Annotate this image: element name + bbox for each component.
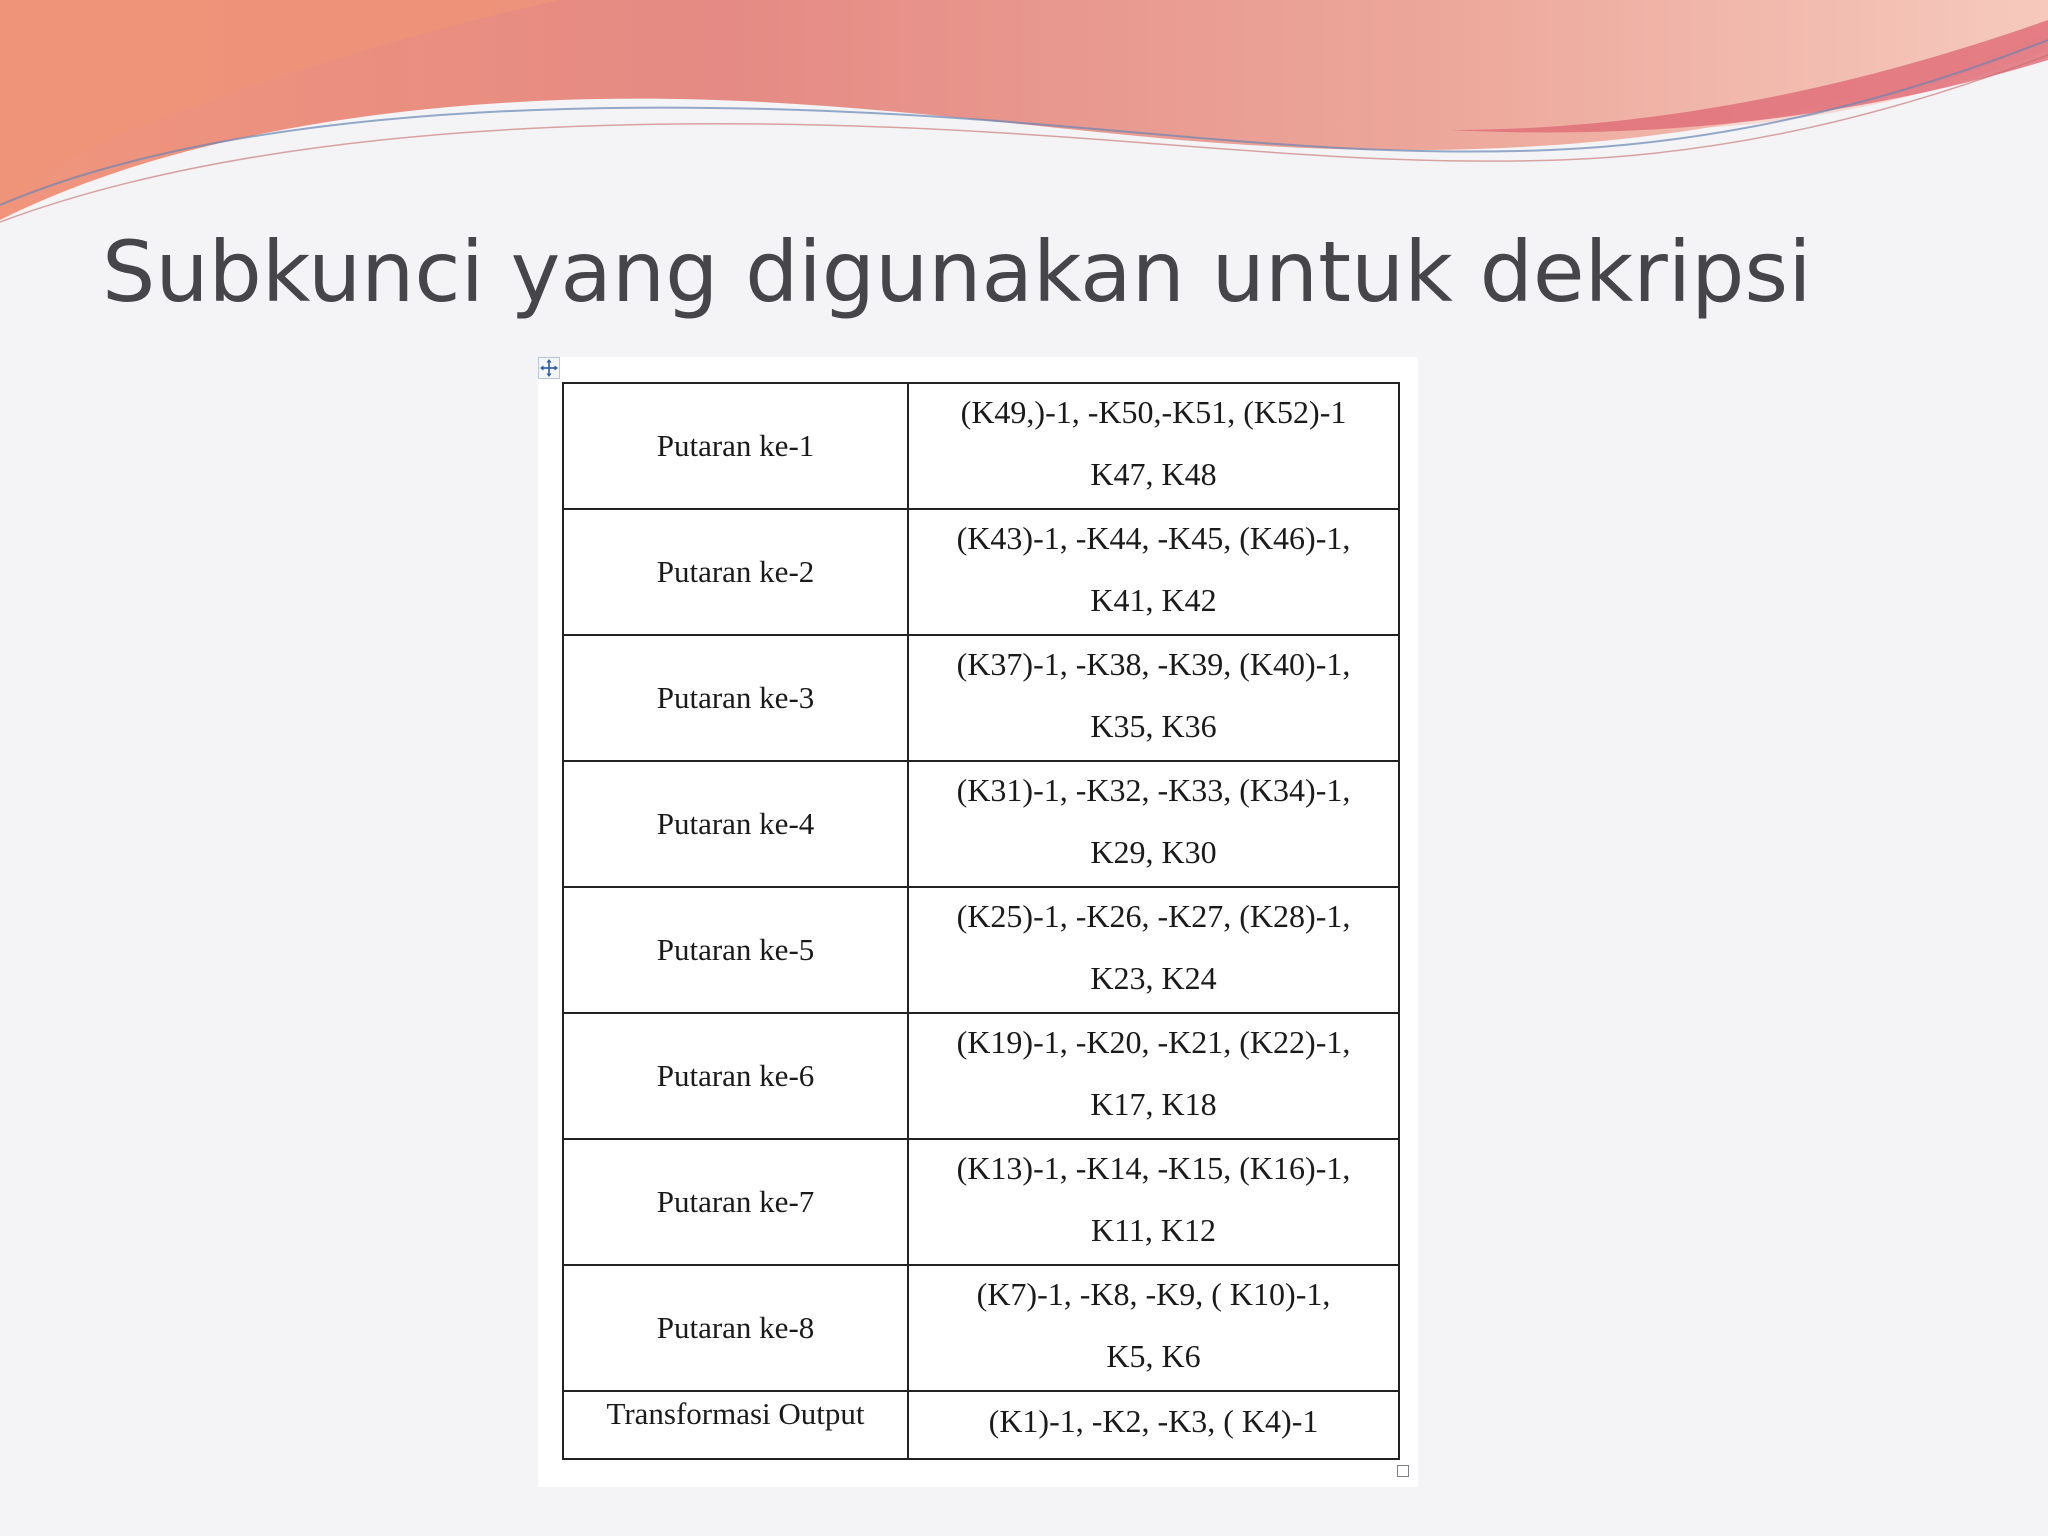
output-transform-label: Transformasi Output [563, 1391, 908, 1459]
output-transform-subkeys [908, 1391, 1399, 1459]
subkeys-line-2: K35, K36 [1090, 708, 1217, 744]
subkeys-line-2: K11, K12 [1090, 1212, 1217, 1248]
table-row [563, 1139, 1399, 1265]
subkeys-line-1: (K1)-1, -K2, -K3, ( K4)-1 [988, 1403, 1319, 1439]
table-row-output-transform [563, 1391, 1399, 1459]
subkeys-line-2: K5, K6 [1106, 1338, 1201, 1374]
table-row [563, 887, 1399, 1013]
round-subkeys [908, 509, 1399, 635]
round-subkeys [908, 635, 1399, 761]
subkeys-line-2: K23, K24 [1090, 960, 1217, 996]
table-move-handle[interactable] [538, 357, 560, 379]
table-resize-handle[interactable] [1397, 1465, 1409, 1477]
round-label: Putaran ke-2 [563, 509, 908, 635]
table-row [563, 1265, 1399, 1391]
round-label: Putaran ke-6 [563, 1013, 908, 1139]
subkeys-line-2: K29, K30 [1090, 834, 1217, 870]
subkeys-line-2: K47, K48 [1090, 456, 1217, 492]
round-label: Putaran ke-3 [563, 635, 908, 761]
round-label: Putaran ke-5 [563, 887, 908, 1013]
subkeys-line-1: (K7)-1, -K8, -K9, ( K10)-1, [976, 1276, 1331, 1312]
table-row [563, 383, 1399, 509]
header-wave-decoration [0, 0, 2048, 240]
round-subkeys [908, 887, 1399, 1013]
subkeys-line-1: (K13)-1, -K14, -K15, (K16)-1, [956, 1150, 1351, 1186]
round-subkeys [908, 383, 1399, 509]
round-label: Putaran ke-7 [563, 1139, 908, 1265]
round-label: Putaran ke-1 [563, 383, 908, 509]
round-subkeys [908, 1265, 1399, 1391]
round-subkeys [908, 1013, 1399, 1139]
subkeys-line-1: (K19)-1, -K20, -K21, (K22)-1, [956, 1024, 1351, 1060]
move-arrows-icon [539, 358, 559, 378]
subkeys-line-1: (K31)-1, -K32, -K33, (K34)-1, [956, 772, 1351, 808]
round-label: Putaran ke-8 [563, 1265, 908, 1391]
subkeys-line-1: (K37)-1, -K38, -K39, (K40)-1, [956, 646, 1351, 682]
slide-title: Subkunci yang digunakan untuk dekripsi [102, 223, 1812, 321]
table-row [563, 1013, 1399, 1139]
round-subkeys [908, 1139, 1399, 1265]
subkeys-line-1: (K49,)-1, -K50,-K51, (K52)-1 [960, 394, 1347, 430]
subkeys-line-2: K17, K18 [1090, 1086, 1217, 1122]
subkeys-line-1: (K43)-1, -K44, -K45, (K46)-1, [956, 520, 1351, 556]
round-subkeys [908, 761, 1399, 887]
table-row [563, 635, 1399, 761]
subkeys-line-2: K41, K42 [1090, 582, 1217, 618]
table-row [563, 761, 1399, 887]
subkeys-line-1: (K25)-1, -K26, -K27, (K28)-1, [956, 898, 1351, 934]
round-label: Putaran ke-4 [563, 761, 908, 887]
decryption-subkey-table [562, 382, 1400, 1460]
table-row [563, 509, 1399, 635]
